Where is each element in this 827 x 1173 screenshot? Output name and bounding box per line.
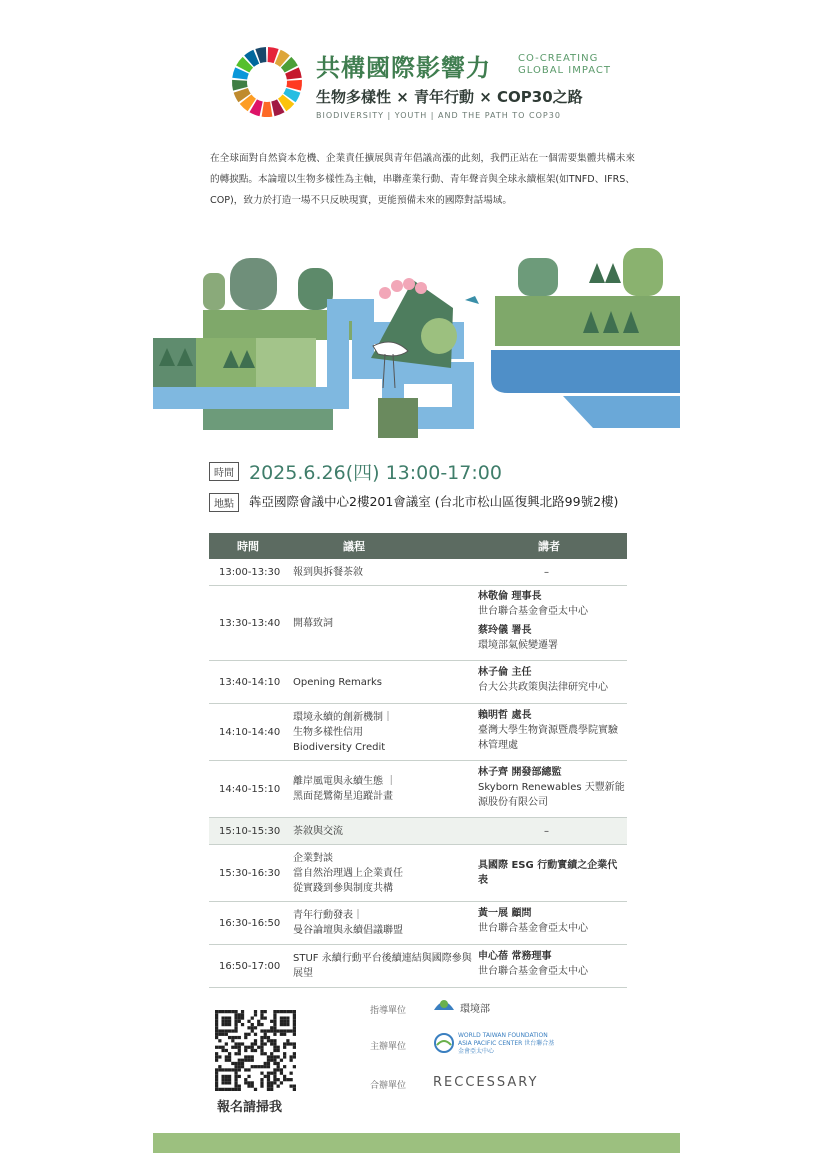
header-topic: 議程 <box>343 539 365 553</box>
agenda-row <box>209 945 627 988</box>
agenda-time: 13:00-13:30 <box>219 566 281 578</box>
agenda-no-speaker: – <box>544 825 549 837</box>
speaker-org: 世台聯合基金會亞太中心 <box>478 966 588 977</box>
agenda-speakers <box>478 565 627 580</box>
speaker-org: 臺灣大學生物資源暨農學院實驗林管理處 <box>478 724 618 751</box>
agenda-topic <box>293 908 478 938</box>
agenda-topic-line: 曼谷論壇與永續倡議聯盟 <box>293 925 403 936</box>
agenda-table <box>209 533 627 988</box>
speaker-name: 林子倫 主任 <box>478 667 532 678</box>
agenda-topic <box>293 675 478 690</box>
agenda-topic-line: Opening Remarks <box>293 676 382 688</box>
agenda-speakers <box>478 949 627 983</box>
agenda-topic-line: 從實踐到參與制度共構 <box>293 882 393 894</box>
event-subtitle-en: BIODIVERSITY | YOUTH | AND THE PATH TO COP30 <box>316 111 561 120</box>
agenda-topic-line: 當自然治理遇上企業責任 <box>293 867 403 879</box>
place-tag: 地點 <box>209 493 239 512</box>
org-role-guidance: 指導單位 <box>370 1006 407 1016</box>
speaker-org: 世台聯合基金會亞太中心 <box>478 606 588 617</box>
agenda-topic <box>293 824 478 839</box>
agenda-topic-line: 報到與拆餐茶敘 <box>293 566 363 578</box>
agenda-topic <box>293 710 478 755</box>
agenda-speakers <box>478 906 627 940</box>
agenda-body <box>209 559 627 988</box>
time-tag: 時間 <box>209 462 239 481</box>
agenda-time: 15:30-16:30 <box>219 867 281 879</box>
agenda-row <box>209 902 627 945</box>
agenda-speakers <box>478 765 627 814</box>
speaker-name: 黃一展 顧問 <box>478 908 532 919</box>
event-title: 共構國際影響力 <box>316 54 491 82</box>
event-time: 2025.6.26(四) 13:00-17:00 <box>249 462 502 484</box>
qr-label: 報名請掃我 <box>217 1100 283 1115</box>
org-name-cohost: RECCESSARY <box>433 1075 539 1090</box>
agenda-topic <box>293 565 478 580</box>
logo-segment <box>262 102 273 117</box>
header-time: 時間 <box>237 540 259 553</box>
speaker-name: 賴明哲 處長 <box>478 709 532 721</box>
org-role-host: 主辦單位 <box>370 1042 407 1052</box>
agenda-no-speaker: – <box>544 566 549 578</box>
sdg-wheel-logo <box>230 45 304 119</box>
agenda-time: 14:10-14:40 <box>219 726 281 738</box>
intro-paragraph: 在全球面對自然資本危機、企業責任擴展與青年倡議高漲的此刻，我們正站在一個需要集體共構未來的轉捩點。本論壇以生物多樣性為主軸，串聯產業行動、青年聲音與全球永續框架(如TNFD、IFRS、COP)，致力於打造一場不只反映現實，更能預備未來的國際對話場域。 <box>210 153 635 206</box>
agenda-topic-line: 離岸風電與永續生態 ｜ <box>293 776 397 787</box>
agenda-row <box>209 818 627 845</box>
wtf-logo-icon <box>434 1032 454 1054</box>
agenda-topic-line: 青年行動發表｜ <box>293 910 363 921</box>
agenda-topic-line: 開幕致詞 <box>293 617 333 629</box>
agenda-speakers <box>478 708 627 757</box>
agenda-topic-line: Biodiversity Credit <box>293 741 386 753</box>
nature-landscape-illustration <box>153 238 680 438</box>
agenda-topic-line: 環境永續的創新機制｜ <box>293 711 393 723</box>
speaker-org: 台大公共政策與法律研究中心 <box>478 682 608 693</box>
header-speaker: 講者 <box>538 539 560 553</box>
org-name-guidance: 環境部 <box>460 1004 490 1015</box>
agenda-time: 15:10-15:30 <box>219 825 281 837</box>
agenda-speakers <box>478 824 627 839</box>
agenda-topic-line: 黑面琵鷺衛星追蹤計畫 <box>293 791 393 802</box>
agenda-time: 13:30-13:40 <box>219 617 281 629</box>
speaker-org: 環境部氣候變遷署 <box>478 640 558 651</box>
speaker-name: 林敬倫 理事長 <box>478 591 542 602</box>
agenda-row <box>209 704 627 761</box>
speaker-name: 申心蓓 常務理事 <box>478 951 552 962</box>
speaker-name: 林子齊 開發部總監 <box>478 766 562 778</box>
org-name-host: WORLD TAIWAN FOUNDATION ASIA PACIFIC CENTER 世台聯合基金會亞太中心 <box>458 1032 555 1055</box>
agenda-speakers <box>478 665 627 699</box>
registration-qr-code[interactable] <box>215 1010 296 1091</box>
agenda-topic <box>293 616 478 631</box>
speaker-org: Skyborn Renewables 天豐新能源股份有限公司 <box>478 781 625 808</box>
org-role-cohost: 合辦單位 <box>370 1081 407 1091</box>
agenda-topic-line: 生物多樣性信用 <box>293 726 363 738</box>
agenda-topic-line: STUF 永續行動平台後續連結與國際參與展望 <box>293 953 472 979</box>
agenda-topic <box>293 851 478 896</box>
agenda-header-row <box>209 533 627 559</box>
event-title-en: CO-CREATING GLOBAL IMPACT <box>518 53 612 76</box>
event-subtitle: 生物多樣性 × 青年行動 × COP30之路 <box>316 88 583 106</box>
agenda-speakers <box>478 589 627 657</box>
agenda-row <box>209 761 627 818</box>
event-place: 犇亞國際會議中心2樓201會議室 (台北市松山區復興北路99號2樓) <box>249 494 619 509</box>
speaker-org: 世台聯合基金會亞太中心 <box>478 923 588 934</box>
agenda-row <box>209 559 627 586</box>
speaker-name: 蔡玲儀 署長 <box>478 625 532 636</box>
agenda-topic-line: 茶敘與交流 <box>293 825 343 837</box>
agenda-speakers <box>478 858 627 888</box>
agenda-topic <box>293 774 478 804</box>
moenv-logo-icon <box>432 994 456 1014</box>
speaker-name: 具國際 ESG 行動實績之企業代表 <box>478 860 618 886</box>
agenda-row <box>209 845 627 902</box>
agenda-time: 16:50-17:00 <box>219 960 281 972</box>
grass-ground-strip <box>153 1133 680 1153</box>
agenda-time: 16:30-16:50 <box>219 917 281 929</box>
agenda-time: 14:40-15:10 <box>219 783 281 795</box>
agenda-topic <box>293 951 478 981</box>
agenda-topic-line: 企業對談 <box>293 852 333 864</box>
agenda-row <box>209 586 627 661</box>
agenda-time: 13:40-14:10 <box>219 676 281 688</box>
agenda-row <box>209 661 627 704</box>
